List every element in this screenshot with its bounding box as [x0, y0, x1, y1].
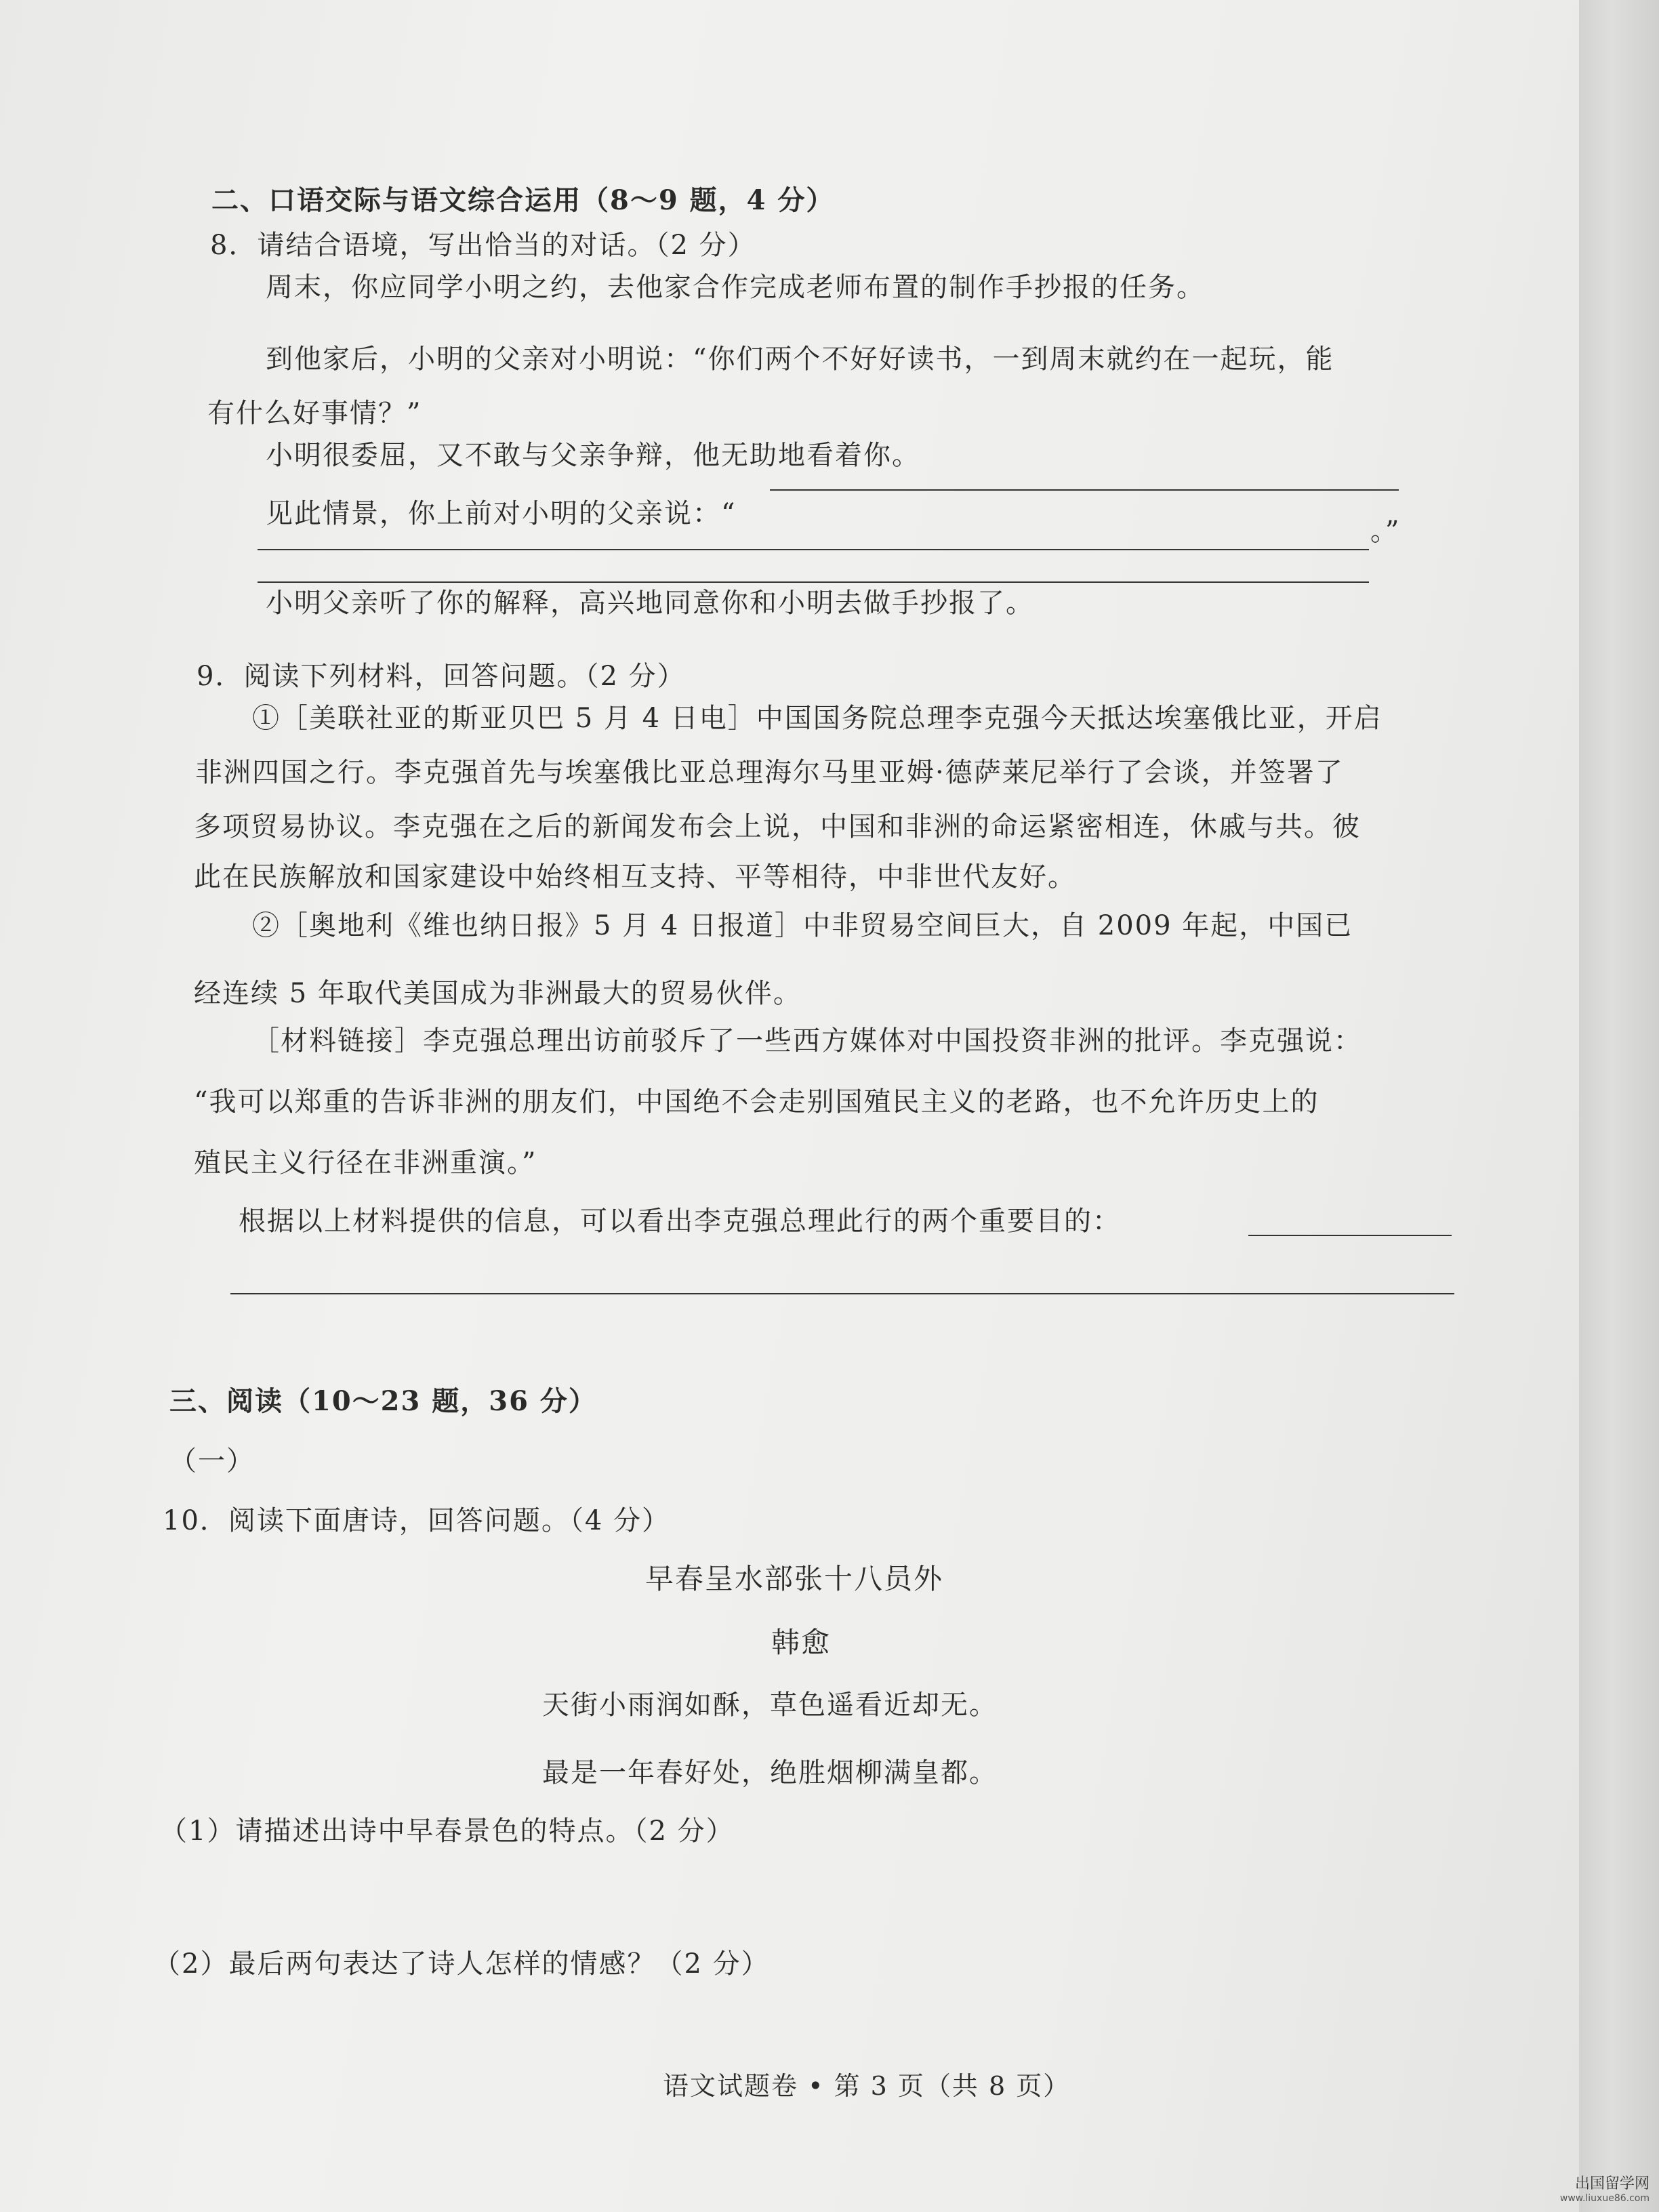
q8-paragraph-4: 见此情景，你上前对小明的父亲说：“: [266, 498, 737, 529]
q9-question: 根据以上材料提供的信息，可以看出李克强总理此行的两个重要目的：: [239, 1206, 1121, 1237]
q9-material-2a: ②［奥地利《维也纳日报》5 月 4 日报道］中非贸易空间巨大，自 2009 年起，中国已: [252, 910, 1353, 941]
poem-line-1: 天街小雨润如酥，草色遥看近却无。: [542, 1689, 998, 1721]
q8-paragraph-1: 周末，你应同学小明之约，去他家合作完成老师布置的制作手抄报的任务。: [266, 272, 1205, 303]
page-footer: 语文试题卷 • 第 3 页（共 8 页）: [663, 2071, 1071, 2101]
section2-heading: 二、口语交际与语文综合运用（8～9 题，4 分）: [211, 184, 835, 216]
q8-answer-line-2[interactable]: [258, 549, 1369, 550]
q10-sub-question-1: （1）请描述出诗中早春景色的特点。（2 分）: [160, 1816, 735, 1847]
watermark-url: www.liuxue86.com: [1559, 2193, 1650, 2204]
q8-stem: 8．请结合语境，写出恰当的对话。（2 分）: [210, 230, 756, 261]
poem-author: 韩愈: [771, 1626, 832, 1659]
q9-material-1b: 非洲四国之行。李克强首先与埃塞俄比亚总理海尔马里亚姆·德萨莱尼举行了会谈，并签署了: [195, 757, 1344, 788]
q8-paragraph-3: 小明很委屈，又不敢与父亲争辩，他无助地看着你。: [266, 440, 920, 471]
q9-material-3a: ［材料链接］李克强总理出访前驳斥了一些西方媒体对中国投资非洲的批评。李克强说：: [252, 1025, 1362, 1057]
q10-stem: 10．阅读下面唐诗，回答问题。（4 分）: [163, 1505, 671, 1536]
q8-paragraph-2a: 到他家后，小明的父亲对小明说：“你们两个不好好读书，一到周末就约在一起玩，能: [266, 344, 1334, 375]
q8-paragraph-5: 小明父亲听了你的解释，高兴地同意你和小明去做手抄报了。: [266, 588, 1034, 619]
poem-title: 早春呈水部张十八员外: [645, 1562, 944, 1595]
q9-material-1c: 多项贸易协议。李克强在之后的新闻发布会上说，中国和非洲的命运紧密相连，休戚与共。彼: [194, 811, 1361, 842]
site-watermark: [1560, 2175, 1650, 2204]
q9-material-3b: “我可以郑重的告诉非洲的朋友们，中国绝不会走别国殖民主义的老路，也不允许历史上的: [194, 1086, 1319, 1118]
q9-answer-line-1[interactable]: [1248, 1235, 1452, 1236]
watermark-name: 出国留学网: [1574, 2175, 1650, 2192]
q10-sub-question-2: （2）最后两句表达了诗人怎样的情感？（2 分）: [153, 1948, 770, 1980]
section3-heading: 三、阅读（10～23 题，36 分）: [169, 1385, 597, 1417]
q8-closing-quote: 。”: [1370, 516, 1401, 547]
q9-answer-line-2[interactable]: [230, 1293, 1454, 1294]
q9-material-1d: 此在民族解放和国家建设中始终相互支持、平等相待，中非世代友好。: [194, 861, 1076, 893]
q8-answer-line-1[interactable]: [770, 489, 1399, 491]
paper-shadow-edge: [1579, 0, 1659, 2212]
q8-paragraph-2b: 有什么好事情？”: [207, 398, 422, 429]
section3-subheading: （一）: [169, 1446, 255, 1477]
q9-material-2b: 经连续 5 年取代美国成为非洲最大的贸易伙伴。: [194, 978, 802, 1009]
q9-stem: 9．阅读下列材料，回答问题。（2 分）: [197, 661, 686, 692]
poem-line-2: 最是一年春好处，绝胜烟柳满皇都。: [542, 1757, 998, 1788]
q9-material-3c: 殖民主义行径在非洲重演。”: [194, 1147, 537, 1179]
q8-answer-line-3[interactable]: [258, 581, 1369, 583]
q9-material-1a: ①［美联社亚的斯亚贝巴 5 月 4 日电］中国国务院总理李克强今天抵达埃塞俄比亚，开启: [252, 703, 1382, 734]
